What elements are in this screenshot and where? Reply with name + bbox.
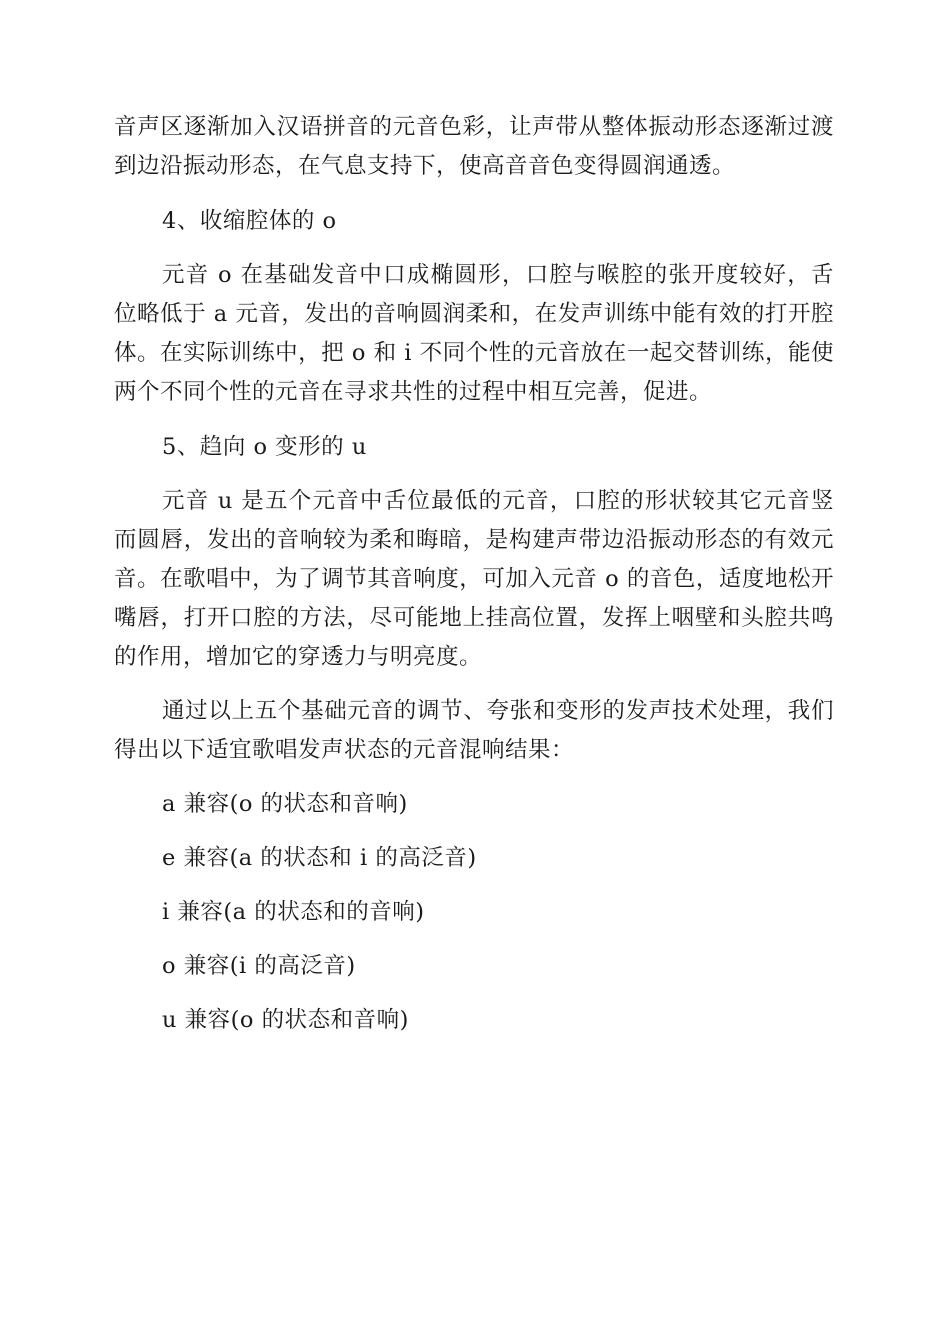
result-list	[114, 785, 834, 1040]
paragraph-summary: 通过以上五个基础元音的调节、夸张和变形的发声技术处理，我们得出以下适宜歌唱发声状态的元音混响结果：	[114, 698, 834, 763]
section-heading-4: 4、收缩腔体的 o	[162, 208, 337, 234]
result-item-u: u 兼容(o 的状态和音响)	[162, 1007, 409, 1033]
paragraph-vowel-u: 元音 u 是五个元音中舌位最低的元音，口腔的形状较其它元音竖而圆唇，发出的音响较为柔和晦暗，是构建声带边沿振动形态的有效元音。在歌唱中，为了调节其音响度，可加入元音 o 的音色，适度地松开嘴唇，打开口腔的方法，尽可能地上挂高位置，发挥上咽壁和头腔共鸣的作用，增加它的穿透力与明亮度。	[114, 488, 834, 670]
result-item-i: i 兼容(a 的状态和的音响)	[162, 899, 425, 925]
paragraph-continuation: 音声区逐渐加入汉语拼音的元音色彩，让声带从整体振动形态逐渐过渡到边沿振动形态，在气息支持下，使高音音色变得圆润通透。	[114, 114, 834, 179]
section-heading-5: 5、趋向 o 变形的 u	[162, 434, 367, 460]
result-item-o: o 兼容(i 的高泛音)	[162, 953, 356, 979]
paragraph-vowel-o: 元音 o 在基础发音中口成椭圆形，口腔与喉腔的张开度较好，舌位略低于 a 元音，发出的音响圆润柔和，在发声训练中能有效的打开腔体。在实际训练中，把 o 和 i 不同个性的元音放在一起交替训练，能使两个不同个性的元音在寻求共性的过程中相互完善，促进。	[114, 262, 834, 405]
result-item-e: e 兼容(a 的状态和 i 的高泛音)	[162, 845, 477, 871]
document-page	[114, 108, 834, 1040]
result-item-a: a 兼容(o 的状态和音响)	[162, 791, 408, 817]
